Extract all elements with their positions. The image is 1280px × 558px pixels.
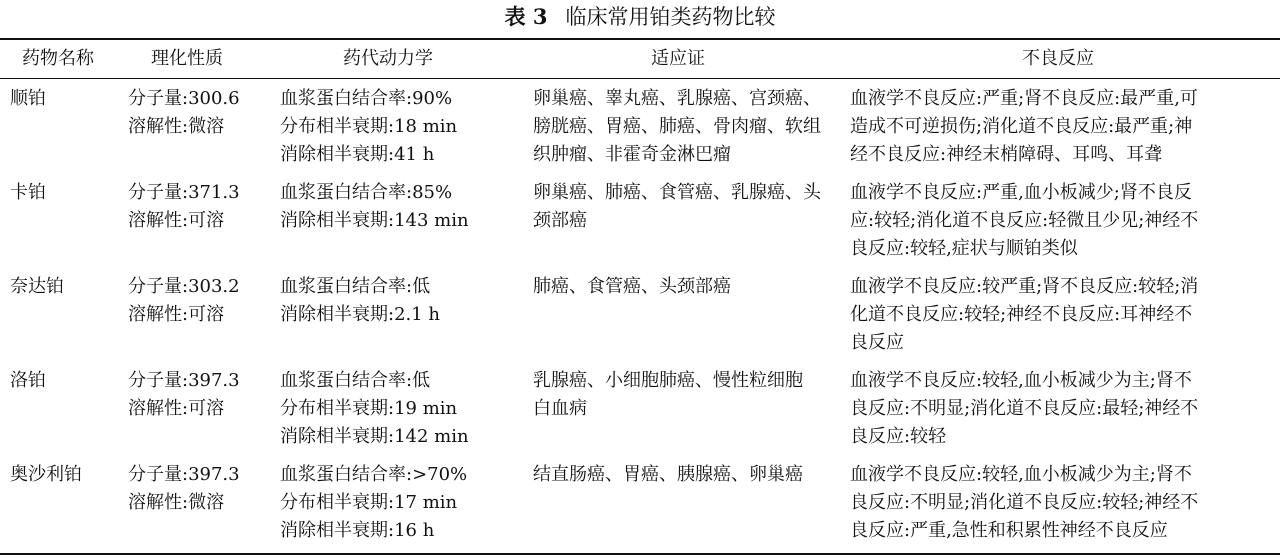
cell-line: 血液学不良反应:较轻,血小板减少为主;肾不 [850, 370, 1192, 391]
cell-line: 乳腺癌、小细胞肺癌、慢性粒细胞 [533, 370, 803, 391]
header-properties: 理化性质 [151, 48, 223, 69]
cell-line: 血浆蛋白结合率:85% [280, 182, 453, 203]
cell-drug-name: 奈达铂 [10, 276, 64, 297]
cell-line: 良反应:不明显;消化道不良反应:最轻;神经不 [850, 398, 1199, 419]
cell-line: 溶解性:可溶 [128, 398, 225, 419]
cell-drug-name: 顺铂 [10, 88, 46, 109]
cell-pharmacokinetics [280, 367, 469, 451]
cell-indications [533, 367, 803, 423]
cell-line: 造成不可逆损伤;消化道不良反应:最严重;神 [850, 116, 1193, 137]
cell-line: 溶解性:可溶 [128, 304, 225, 325]
cell-adverse-reactions [850, 367, 1198, 451]
cell-line: 织肿瘤、非霍奇金淋巴瘤 [533, 144, 731, 165]
table-label: 表 3 [504, 4, 548, 29]
cell-adverse-reactions [850, 85, 1198, 169]
cell-line: 良反应 [850, 332, 904, 353]
cell-indications [533, 85, 821, 169]
cell-drug-name: 奥沙利铂 [10, 464, 82, 485]
cell-pharmacokinetics [280, 179, 469, 235]
cell-properties [128, 273, 240, 329]
cell-indications [533, 461, 803, 489]
cell-line: 血浆蛋白结合率:低 [280, 370, 431, 391]
cell-line: 消除相半衰期:16 h [280, 520, 435, 541]
top-rule [0, 38, 1280, 40]
cell-pharmacokinetics [280, 273, 440, 329]
cell-line: 分子量:397.3 [128, 464, 240, 485]
cell-adverse-reactions [850, 179, 1198, 263]
cell-line: 消除相半衰期:41 h [280, 144, 435, 165]
header-adverse-reactions: 不良反应 [1022, 48, 1094, 69]
header-rule [0, 78, 1280, 79]
cell-line: 血液学不良反应:严重,血小板减少;肾不良反 [850, 182, 1192, 203]
cell-line: 良反应:严重,急性和积累性神经不良反应 [850, 520, 1168, 541]
cell-line: 卵巢癌、肺癌、食管癌、乳腺癌、头 [533, 182, 821, 203]
cell-pharmacokinetics [280, 461, 467, 545]
cell-line: 消除相半衰期:143 min [280, 210, 469, 231]
cell-line: 白血病 [533, 398, 587, 419]
cell-adverse-reactions [850, 273, 1198, 357]
cell-line: 结直肠癌、胃癌、胰腺癌、卵巢癌 [533, 464, 803, 485]
cell-line: 膀胱癌、胃癌、肺癌、骨肉瘤、软组 [533, 116, 821, 137]
cell-line: 良反应:较轻,症状与顺铂类似 [850, 238, 1078, 259]
cell-line: 颈部癌 [533, 210, 587, 231]
cell-line: 分布相半衰期:19 min [280, 398, 458, 419]
table-title: 临床常用铂类药物比较 [565, 5, 776, 29]
cell-line: 应:较轻;消化道不良反应:轻微且少见;神经不 [850, 210, 1199, 231]
bottom-rule [0, 553, 1280, 555]
cell-adverse-reactions [850, 461, 1198, 545]
header-indications: 适应证 [651, 48, 705, 69]
cell-line: 分布相半衰期:18 min [280, 116, 458, 137]
cell-properties [128, 461, 240, 517]
cell-line: 消除相半衰期:142 min [280, 426, 469, 447]
cell-line: 溶解性:微溶 [128, 116, 225, 137]
cell-line: 经不良反应:神经末梢障碍、耳鸣、耳聋 [850, 144, 1163, 165]
cell-line: 血浆蛋白结合率:90% [280, 88, 453, 109]
cell-line: 溶解性:微溶 [128, 492, 225, 513]
cell-drug-name: 卡铂 [10, 182, 46, 203]
cell-line: 血液学不良反应:严重;肾不良反应:最严重,可 [850, 88, 1198, 109]
cell-line: 血液学不良反应:较严重;肾不良反应:较轻;消 [850, 276, 1199, 297]
cell-properties [128, 179, 240, 235]
header-pharmacokinetics: 药代动力学 [343, 48, 433, 69]
cell-properties [128, 367, 240, 423]
cell-line: 分子量:300.6 [128, 88, 240, 109]
cell-line: 血浆蛋白结合率:>70% [280, 464, 468, 485]
cell-line: 化道不良反应:较轻;神经不良反应:耳神经不 [850, 304, 1193, 325]
cell-pharmacokinetics [280, 85, 457, 169]
table-caption [0, 4, 1280, 30]
cell-line: 血液学不良反应:较轻,血小板减少为主;肾不 [850, 464, 1192, 485]
cell-line: 良反应:较轻 [850, 426, 947, 447]
cell-line: 良反应:不明显;消化道不良反应:较轻;神经不 [850, 492, 1199, 513]
cell-line: 卵巢癌、睾丸癌、乳腺癌、宫颈癌、 [533, 88, 821, 109]
cell-line: 溶解性:可溶 [128, 210, 225, 231]
cell-line: 分子量:371.3 [128, 182, 240, 203]
cell-line: 分子量:303.2 [128, 276, 240, 297]
cell-line: 分子量:397.3 [128, 370, 240, 391]
cell-properties [128, 85, 240, 141]
header-drug-name: 药物名称 [22, 48, 94, 69]
cell-drug-name: 洛铂 [10, 370, 46, 391]
cell-line: 消除相半衰期:2.1 h [280, 304, 441, 325]
cell-line: 血浆蛋白结合率:低 [280, 276, 431, 297]
cell-line: 分布相半衰期:17 min [280, 492, 458, 513]
cell-indications [533, 179, 821, 235]
cell-indications [533, 273, 731, 301]
cell-line: 肺癌、食管癌、头颈部癌 [533, 276, 731, 297]
